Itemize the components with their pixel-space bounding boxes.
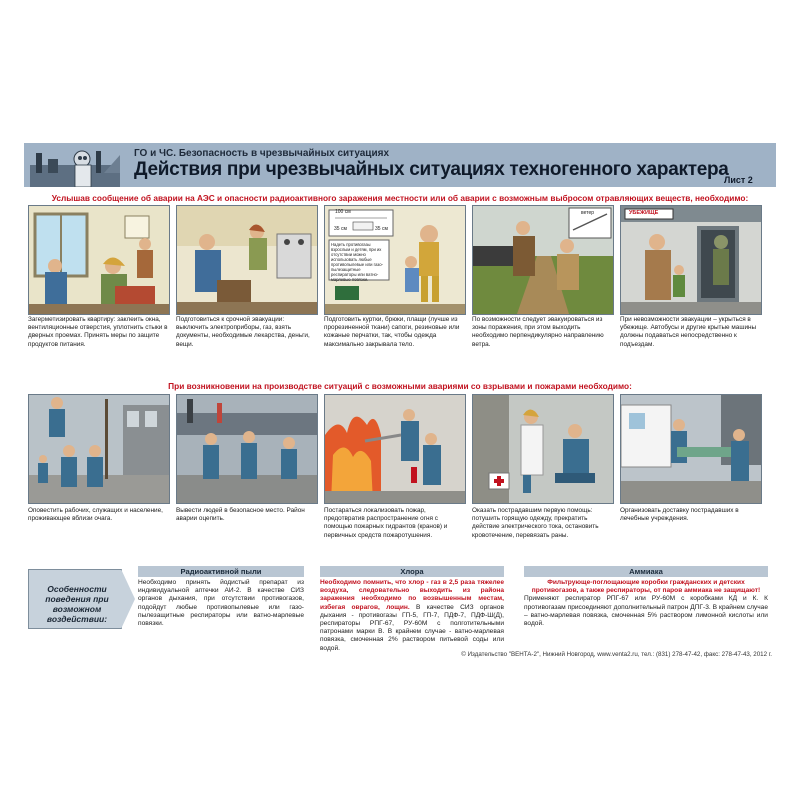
caption-protective-clothing: Подготовить куртки, брюки, плащи (лучше из прорезиненной ткани) сапоги, резиновые или кожаные перчатки, так, чтобы одежда максимально закрывала тело. <box>324 316 460 348</box>
localize-fire-illustration <box>325 395 465 503</box>
caption-seal-apartment: Загерметизировать квартиру: заклеить окна, вентиляционные отверстия, уплотнить стыки в дверных проемах. Принять меры по защите продуктов питания. <box>28 316 168 348</box>
caption-shelter: При невозможности эвакуации – укрыться в убежище. Автобусы и другие крытые машины должны подаваться непосредственно к подъездам. <box>620 316 757 348</box>
side-label-arrow <box>121 569 135 629</box>
alert-people-illustration <box>29 395 169 503</box>
inset-size-35-left: 35 см <box>334 226 347 232</box>
caption-transport-injured: Организовать доставку пострадавших в лечебные учреждения. <box>620 507 739 523</box>
caption-evacuate-perpendicular: По возможности следует эвакуироваться из зоны поражения, при этом выходить необходимо перпендикулярно направлению ветра. <box>472 316 604 348</box>
column-title-chlorine: Хлора <box>320 566 504 577</box>
panel-evacuate-perpendicular <box>472 205 614 315</box>
caption-first-aid: Оказать пострадавшим первую помощь: потушить горящую одежду, прекратить действие электрического тока, остановить кровотечение, перевязать раны. <box>472 507 599 539</box>
panel-shelter <box>620 205 762 315</box>
first-aid-illustration <box>473 395 613 503</box>
inset-mask-note: Надеть противогазы взрослым и детям, при их отсутствии можно использовать любые противопылевые или газо-пылезащитные респираторы или ватно-марлевые повязки. <box>331 242 383 282</box>
column-title-ammonia: Аммиака <box>524 566 768 577</box>
column-warning-ammonia: Фильтрующе-поглощающие коробки гражданских и детских противогазов, а также респираторы, от паров аммиака не защищают! <box>531 579 761 595</box>
caption-prepare-evacuation: Подготовиться к срочной эвакуации: выключить электроприборы, газ, взять документы, необходимые лекарства, деньги, вещи. <box>176 316 310 348</box>
lead-to-safety-illustration <box>177 395 317 503</box>
column-radioactive-dust <box>138 566 304 628</box>
poster <box>24 143 776 665</box>
header-title: Действия при чрезвычайных ситуациях техногенного характера <box>134 159 729 180</box>
column-text-ammonia: Применяют респиратор РПГ-67 или РУ-60М с коробками КД и К. К противогазам присоединяют дополнительный патрон ДПГ-3. В крайнем случае – ватно-марлевая повязка, смоченная 5% раствором лимонной кислоты или водой. <box>524 595 768 628</box>
behavior-side-label-box <box>28 569 122 629</box>
column-body-chlorine <box>320 579 504 653</box>
column-ammonia <box>524 566 768 628</box>
panel-first-aid <box>472 394 614 504</box>
seal-apartment-illustration <box>29 206 169 314</box>
sheet-label: Лист 2 <box>724 175 753 185</box>
row1-heading: Услышав сообщение об аварии на АЭС и опасности радиоактивного заражения местности или об аварии с возможным выбросом отравляющих веществ, необходимо: <box>51 193 749 203</box>
evacuate-perpendicular-illustration <box>473 206 613 314</box>
caption-lead-to-safety: Вывести людей в безопасное место. Район аварии оцепить. <box>176 507 305 523</box>
header-illustration <box>30 145 120 187</box>
column-text-radioactive-dust: Необходимо принять йодистый препарат из индивидуальной аптечки АИ-2. В качестве СИЗ органов дыхания, при отсутствии противогазов, подойдут любые противопылевые или газо-пылезащитные респираторы или ватно-марлевые повязки. <box>138 579 304 628</box>
wind-label: ветер <box>581 210 595 216</box>
header-subtitle: ГО и ЧС. Безопасность в чрезвычайных ситуациях <box>134 148 389 159</box>
caption-alert-people: Оповестить рабочих, служащих и население, проживающее вблизи очага. <box>28 507 163 523</box>
panel-protective-clothing <box>324 205 466 315</box>
row2-heading: При возникновении на производстве ситуаций с возможными авариями со взрывами и пожарами необходимо: <box>168 381 632 391</box>
transport-injured-illustration <box>621 395 761 503</box>
prepare-evacuation-illustration <box>177 206 317 314</box>
panel-transport-injured <box>620 394 762 504</box>
column-chlorine <box>320 566 504 653</box>
column-warning-chlorine: Необходимо помнить, что хлор - газ в 2,5 раза тяжелее воздуха, следовательно выходить из района заражения необходимо по возвышенным местам, избегая оврагов, лощин. <box>320 579 504 611</box>
panel-seal-apartment <box>28 205 170 315</box>
publisher-footer: © Издательство "ВЕНТА-2", Нижний Новгород, www.venta2.ru, тел.: (831) 278-47-42, факс: 278-47-43, 2012 г. <box>461 651 772 658</box>
panel-localize-fire <box>324 394 466 504</box>
caption-localize-fire: Постараться локализовать пожар, предотвратив распространение огня с помощью пожарных гидрантов (кранов) и первичных средств пожаротушения. <box>324 507 448 539</box>
behavior-side-label: Особенности поведения при возможном воздействии: <box>45 584 109 624</box>
column-title-radioactive-dust: Радиоактивной пыли <box>138 566 304 577</box>
shelter-sign: УБЕЖИЩЕ <box>629 210 659 216</box>
column-text-chlorine: В качестве СИЗ органов дыхания - противогазы ГП-5, ГП-7, ПДФ-7, ПДФ-Ш(Д), респираторы РПГ-67, РУ-60М с полготительными патронами марки В. В крайнем случае - ватно-марлевая повязка, смоченная 2% раствором питьевой соды или водой. <box>320 603 504 652</box>
inset-size-35-right: 35 см <box>375 226 388 232</box>
panel-alert-people <box>28 394 170 504</box>
column-body-ammonia <box>524 579 768 628</box>
panel-lead-to-safety <box>176 394 318 504</box>
inset-size-100: 100 см <box>335 209 351 215</box>
shelter-illustration <box>621 206 761 314</box>
poster-header <box>24 143 776 187</box>
panel-prepare-evacuation <box>176 205 318 315</box>
